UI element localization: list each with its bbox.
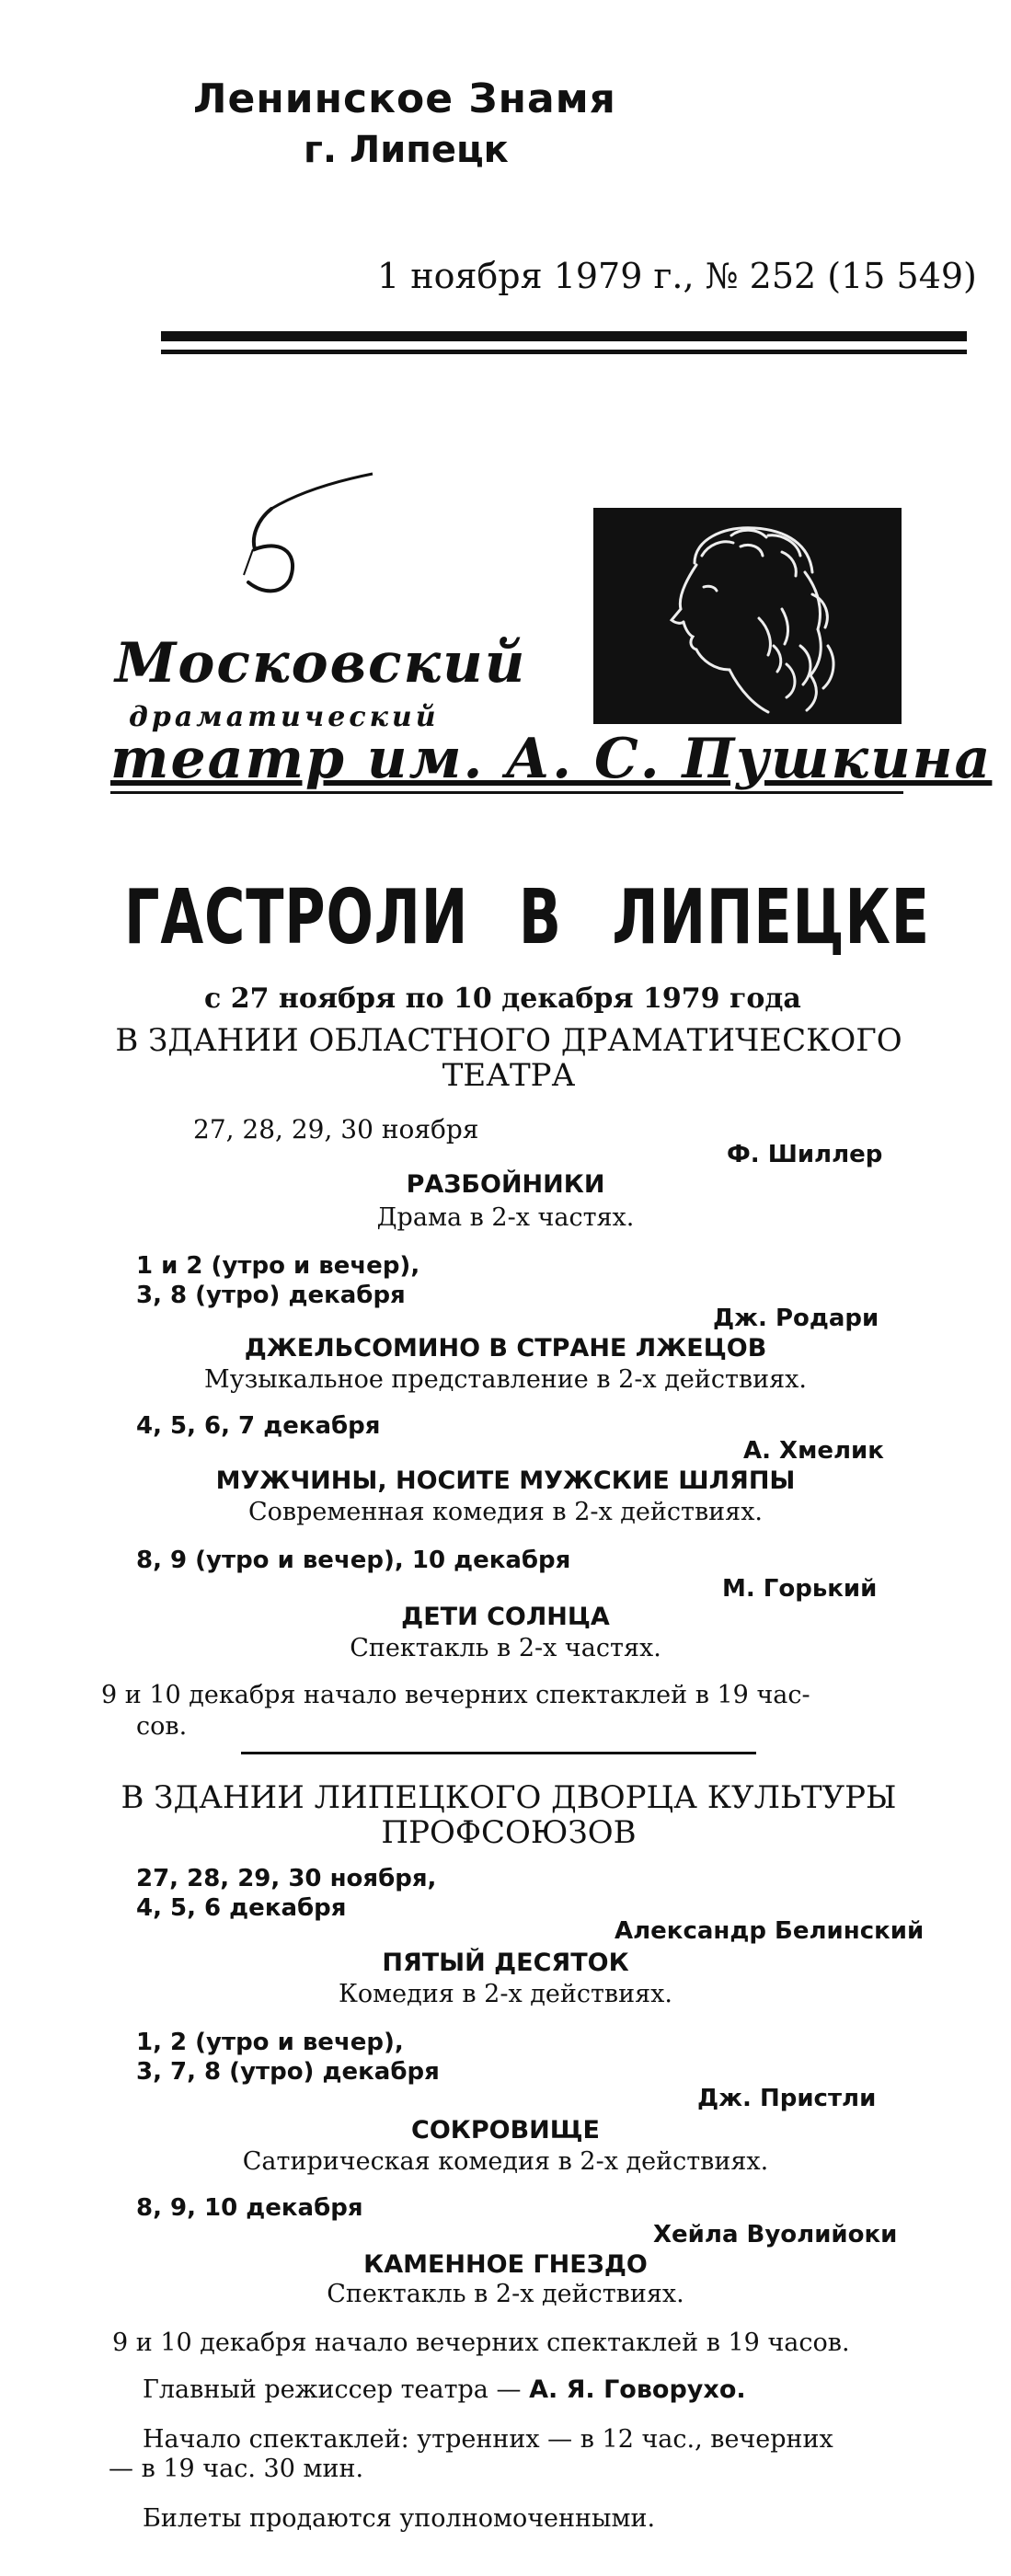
play-days: 27, 28, 29, 30 ноября, bbox=[136, 1865, 437, 1892]
logo-line-moscow: Московский bbox=[115, 631, 527, 696]
play-title: ДЖЕЛЬСОМИНО В СТРАНЕ ЛЖЕЦОВ bbox=[244, 1334, 767, 1363]
play-days: 8, 9, 10 декабря bbox=[136, 2194, 363, 2222]
portrait-emblem bbox=[593, 508, 902, 724]
director-line bbox=[143, 2375, 746, 2404]
play-description: Современная комедия в 2-х действиях. bbox=[248, 1498, 763, 1526]
section-divider bbox=[241, 1752, 756, 1754]
play-author: М. Горький bbox=[722, 1575, 878, 1603]
logo-line-dramatic: драматический bbox=[129, 701, 440, 733]
play-title: МУЖЧИНЫ, НОСИТЕ МУЖСКИЕ ШЛЯПЫ bbox=[215, 1466, 796, 1495]
play-description: Драма в 2-х частях. bbox=[376, 1203, 635, 1232]
play-author: А. Хмелик bbox=[743, 1437, 884, 1465]
play-days: 4, 5, 6 декабря bbox=[136, 1894, 347, 1922]
newspaper-city: г. Липецк bbox=[304, 129, 509, 171]
masthead-rule-thin bbox=[161, 350, 967, 354]
play-days: 1 и 2 (утро и вечер), bbox=[136, 1252, 420, 1280]
play-description: Музыкальное представление в 2-х действиях. bbox=[204, 1365, 807, 1394]
handwritten-mark bbox=[235, 465, 382, 603]
play-author: Хейла Вуолийоки bbox=[653, 2221, 898, 2248]
masthead-rule-thick bbox=[161, 331, 967, 341]
play-title: СОКРОВИЩЕ bbox=[411, 2116, 600, 2145]
director-label: Главный режиссер театра — bbox=[143, 2375, 522, 2404]
pushkin-portrait-icon bbox=[593, 508, 902, 724]
logo-line-theatre: театр им. А. С. Пушкина bbox=[110, 727, 993, 791]
play-title: ДЕТИ СОЛНЦА bbox=[401, 1603, 610, 1631]
play-days: 3, 8 (утро) декабря bbox=[136, 1282, 406, 1309]
venue-2-heading: В ЗДАНИИ ЛИПЕЦКОГО ДВОРЦА КУЛЬТУРЫ ПРОФСОЮЗОВ bbox=[121, 1779, 897, 1851]
venue-2-note: 9 и 10 декабря начало вечерних спектаклей в 19 часов. bbox=[112, 2329, 850, 2357]
play-title: РАЗБОЙНИКИ bbox=[406, 1170, 605, 1199]
director-name: А. Я. Говорухо. bbox=[529, 2375, 746, 2404]
play-description: Комедия в 2-х действиях. bbox=[339, 1980, 672, 2008]
logo-underline bbox=[110, 791, 903, 794]
play-title: ПЯТЫЙ ДЕСЯТОК bbox=[382, 1949, 629, 1977]
venue-1-note-continued: сов. bbox=[136, 1712, 188, 1741]
venue-1-heading: В ЗДАНИИ ОБЛАСТНОГО ДРАМАТИЧЕСКОГО ТЕАТРА bbox=[115, 1022, 902, 1094]
tour-dates: с 27 ноября по 10 декабря 1979 года bbox=[204, 983, 801, 1015]
play-days: 27, 28, 29, 30 ноября bbox=[193, 1114, 479, 1144]
showtimes-line-continued: — в 19 час. 30 мин. bbox=[109, 2455, 364, 2483]
showtimes-line: Начало спектаклей: утренних — в 12 час., вечерних bbox=[143, 2425, 833, 2454]
play-author: Ф. Шиллер bbox=[727, 1141, 883, 1168]
play-author: Дж. Родари bbox=[713, 1305, 879, 1332]
play-description: Спектакль в 2-х действиях. bbox=[327, 2280, 684, 2308]
tickets-line: Билеты продаются уполномоченными. bbox=[143, 2504, 656, 2533]
play-author: Александр Белинский bbox=[615, 1917, 925, 1945]
play-description: Спектакль в 2-х частях. bbox=[350, 1634, 661, 1662]
headline: ГАСТРОЛИ В ЛИПЕЦКЕ bbox=[124, 874, 930, 961]
play-description: Сатирическая комедия в 2-х действиях. bbox=[242, 2147, 769, 2176]
play-title: КАМЕННОЕ ГНЕЗДО bbox=[363, 2250, 648, 2279]
newspaper-name: Ленинское Знамя bbox=[193, 75, 616, 122]
play-days: 1, 2 (утро и вечер), bbox=[136, 2029, 404, 2056]
play-author: Дж. Пристли bbox=[697, 2085, 877, 2112]
issue-date-number: 1 ноября 1979 г., № 252 (15 549) bbox=[377, 256, 977, 296]
play-days: 8, 9 (утро и вечер), 10 декабря bbox=[136, 1547, 571, 1574]
play-days: 4, 5, 6, 7 декабря bbox=[136, 1412, 381, 1440]
venue-1-note: 9 и 10 декабря начало вечерних спектаклей в 19 час- bbox=[101, 1681, 810, 1709]
play-days: 3, 7, 8 (утро) декабря bbox=[136, 2058, 440, 2086]
